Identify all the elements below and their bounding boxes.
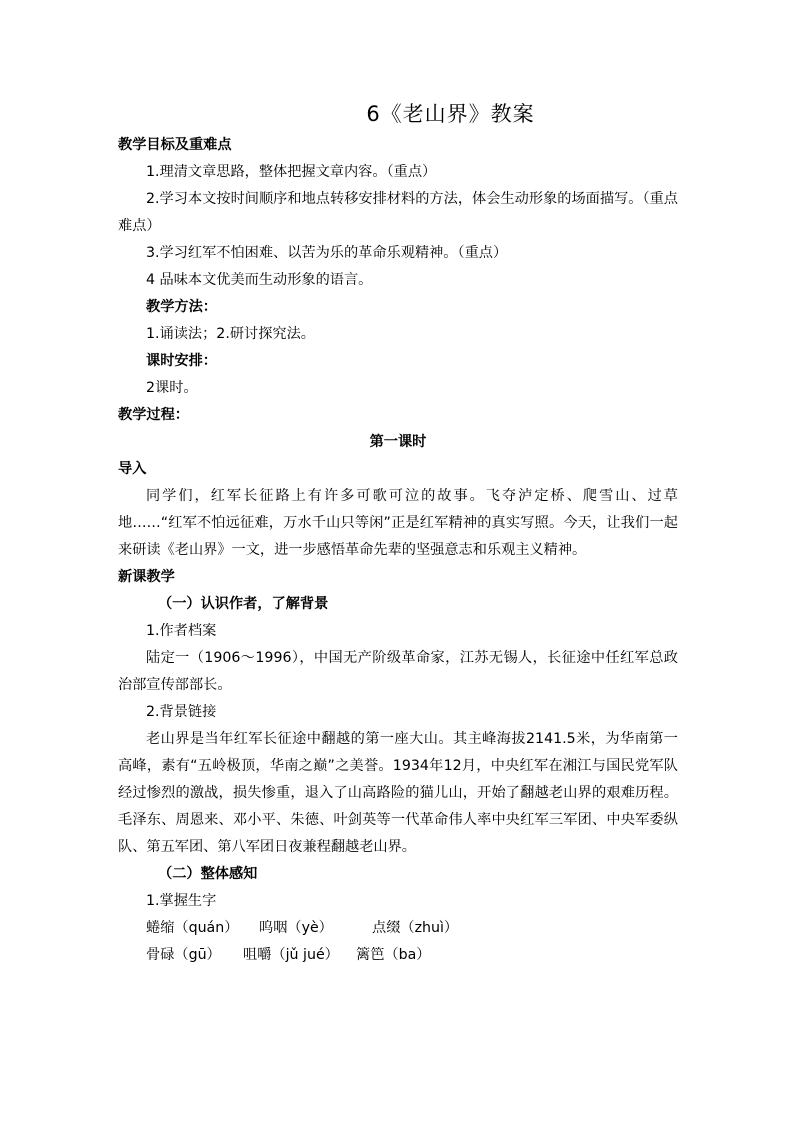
word-row [118,942,678,969]
word-item: 呜咽（yè） [259,920,333,936]
lesson-title: 第一课时 [369,434,427,450]
word-item: 骨碌（gū） [146,947,221,963]
schedule-heading: 课时安排： [146,353,217,369]
background-text: 老山界是当年红军长征途中翻越的第一座大山。其主峰海拔2141.5米，为华南第一高峰，素有“五岭极顶，华南之巅”之美誉。1934年12月，中央红军在湘江与国民党军队经过惨烈的激战，损失惨重，退入了山高路险的猫儿山，开始了翻越老山界的艰难历程。毛泽东、周恩来、邓小平、朱德、叶剑英等一代革命伟人率中央红军三军团、中央军委纵队、第五军团、第八军团日夜兼程翻越老山界。 [118,731,678,855]
document-title: 6《老山界》教案 [366,102,535,126]
objective-item: 1.理清文章思路，整体把握文章内容。（重点） [146,164,437,180]
word-row [118,915,678,942]
word-item: 点缀（zhuì） [372,920,459,936]
intro-text: 同学们，红军长征路上有许多可歌可泣的故事。飞夺泸定桥、爬雪山、过草地……“红军不怕远征难，万水千山只等闲”正是红军精神的真实写照。今天，让我们一起来研读《老山界》一文，进一步感悟革命先辈的坚强意志和乐观主义精神。 [118,488,678,558]
document-body [118,132,678,969]
word-item: 蜷缩（quán） [146,920,239,936]
new-words-heading: 1.掌握生字 [146,893,217,909]
word-item: 篱笆（ba） [356,947,431,963]
methods-text: 1.诵读法；2.研讨探究法。 [146,326,315,342]
word-item: 咀嚼（jǔ jué） [243,947,339,963]
objective-item: 3.学习红军不怕困难、以苦为乐的革命乐观精神。（重点） [146,245,508,261]
intro-heading: 导入 [118,461,147,477]
background-heading: 2.背景链接 [146,704,217,720]
objective-item: 2.学习本文按时间顺序和地点转移安排材料的方法，体会生动形象的场面描写。（重点难点） [118,191,678,234]
process-heading: 教学过程： [118,407,189,423]
new-lesson-heading: 新课教学 [118,569,175,585]
objectives-heading: 教学目标及重难点 [118,137,232,153]
section1-heading: （一）认识作者，了解背景 [158,596,329,612]
author-profile-text: 陆定一（1906～1996），中国无产阶级革命家，江苏无锡人，长征途中任红军总政治部宣传部部长。 [118,650,678,693]
schedule-text: 2课时。 [146,380,198,396]
objective-item: 4 品味本文优美而生动形象的语言。 [146,272,373,288]
section2-heading: （二）整体感知 [158,866,258,882]
author-profile-heading: 1.作者档案 [146,623,217,639]
methods-heading: 教学方法： [146,299,217,315]
